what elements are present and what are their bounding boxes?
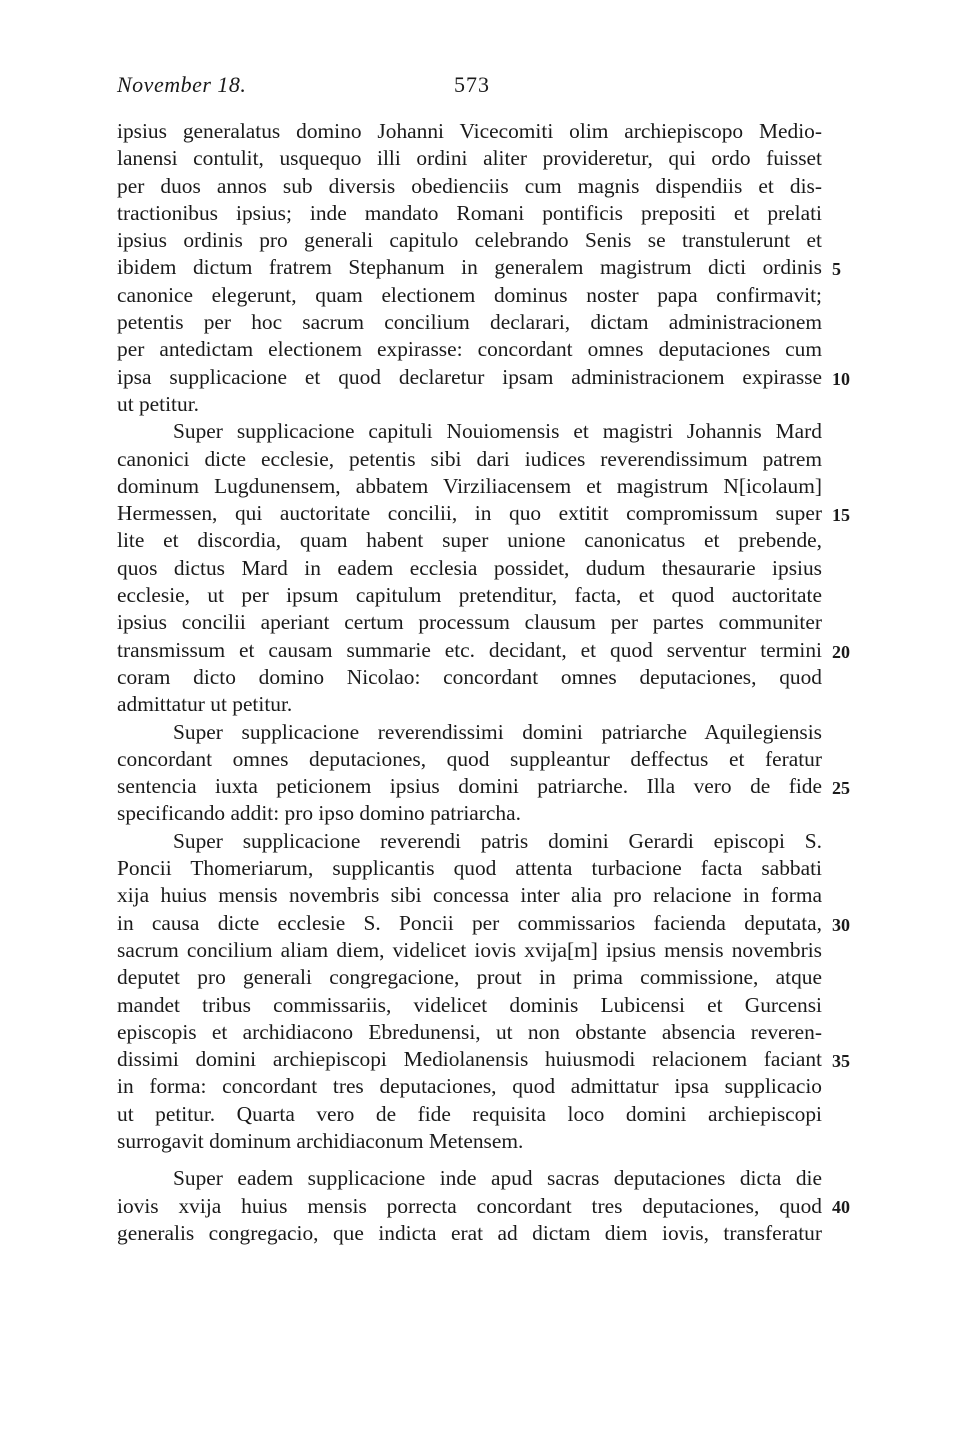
text-line: ipsius ordinis pro generali capitulo celebrando Senis se transtulerunt et [117,228,822,253]
line-number: 20 [832,642,850,662]
text-line: ipsius concilii aperiant certum processum clausum per partes communiter [117,610,822,635]
text-line: ibidem dictum fratrem Stephanum in generalem magistrum dicti ordinis [117,255,822,280]
text-line: coram dicto domino Nicolao: concordant omnes deputaciones, quod [117,664,822,689]
text-line: quos dictus Mard in eadem ecclesia possidet, dudum thesaurarie ipsius [117,555,822,580]
text-line: in causa dicte ecclesie S. Poncii per commissarios facienda deputata, [117,910,822,935]
text-line: Poncii Thomeriarum, supplicantis quod attenta turbacione facta sabbati [117,856,822,881]
text-line: surrogavit dominum archidiaconum Metensem. [117,1128,524,1153]
text-line: concordant omnes deputaciones, quod suppleantur deffectus et feratur [117,746,822,771]
text-line: lite et discordia, quam habent super unione canonicatus et prebende, [117,528,822,553]
line-number: 40 [832,1197,850,1217]
paragraph [117,1165,822,1247]
text-line: ut petitur. Quarta vero de fide requisita loco domini archiepiscopi [117,1101,822,1126]
text-line: ut petitur. [117,391,199,416]
line-number: 15 [832,505,850,525]
text-line: dissimi domini archiepiscopi Mediolanensis huiusmodi relacionem faciant [117,1047,822,1072]
text-line: specificando addit: pro ipso domino patriarcha. [117,801,521,826]
line-number: 35 [832,1051,850,1071]
line-number: 30 [832,915,850,935]
line-number: 25 [832,778,850,798]
text-line: dominum Lugdunensem, abbatem Virziliacensem et magistrum N[icolaum] [117,473,822,498]
text-line: canonice elegerunt, quam electionem dominus noster papa confirmavit; [117,282,822,307]
text-line: lanensi contulit, usquequo illi ordini aliter provideretur, qui ordo fuisset [117,146,822,171]
line-number: 10 [832,369,850,389]
text-line: iovis xvija huius mensis porrecta concordant tres deputaciones, quod [117,1193,822,1218]
text-line: ecclesie, ut per ipsum capitulum pretenditur, facta, et quod auctoritate [117,583,822,608]
line-number: 5 [832,259,841,279]
text-line: transmissum et causam summarie etc. decidant, et quod serventur termini [117,637,822,662]
text-line: sentencia iuxta peticionem ipsius domini patriarche. Illa vero de fide [117,774,822,799]
text-line: petentis per hoc sacrum concilium declarari, dictam administracionem [117,310,822,335]
running-head-date: November 18. [117,72,247,97]
text-line: Super supplicacione reverendi patris domini Gerardi episcopi S. [173,828,822,853]
text-line: episcopis et archidiacono Ebredunensi, ut non obstante absencia reveren- [117,1019,822,1044]
text-line: tractionibus ipsius; inde mandato Romani pontificis prepositi et prelati [117,200,822,225]
paragraph [117,418,822,718]
paragraph [117,828,822,1156]
paragraph [117,118,822,418]
text-line: in forma: concordant tres deputaciones, quod admittatur ipsa supplicacio [117,1074,822,1099]
text-line: generalis congregacio, que indicta erat ad dictam diem iovis, transferatur [117,1220,822,1245]
text-line: Super supplicacione capituli Nouiomensis et magistri Johannis Mard [173,419,822,444]
paragraph [117,719,822,828]
text-line: Super eadem supplicacione inde apud sacras deputaciones dicta die [173,1166,822,1191]
text-line: Super supplicacione reverendissimi domini patriarche Aquilegiensis [173,719,822,744]
text-line: per duos annos sub diversis obedienciis cum magnis dispendiis et dis- [117,173,822,198]
text-line: deputet pro generali congregacione, prout in prima commissione, atque [117,965,822,990]
text-line: per antedictam electionem expirasse: concordant omnes deputaciones cum [117,337,822,362]
text-line: ipsius generalatus domino Johanni Vicecomiti olim archiepiscopo Medio- [117,119,822,143]
text-line: Hermessen, qui auctoritate concilii, in quo extitit compromissum super [117,501,822,526]
text-line: mandet tribus commissariis, videlicet dominis Lubicensi et Gurcensi [117,992,822,1017]
running-head [117,72,822,102]
text-line: xija huius mensis novembris sibi concessa inter alia pro relacione in forma [117,883,822,908]
text-line: canonici dicte ecclesie, petentis sibi dari iudices reverendissimum patrem [117,446,822,471]
text-line: admittatur ut petitur. [117,692,293,717]
text-line: sacrum concilium aliam diem, videlicet iovis xvija[m] ipsius mensis novembris [117,937,822,962]
paragraph-gap [117,1155,822,1165]
page-number: 573 [454,72,490,97]
body-text [117,118,822,1247]
text-line: ipsa supplicacione et quod declaretur ipsam administracionem expirasse [117,364,822,389]
